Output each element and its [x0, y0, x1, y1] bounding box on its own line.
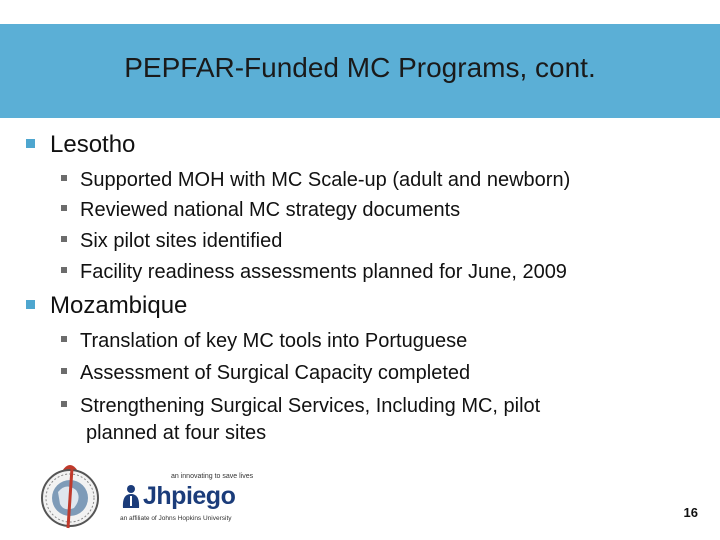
list-item: Six pilot sites identified [61, 228, 282, 254]
square-bullet-icon [61, 205, 67, 211]
circular-globe-emblem-icon [36, 462, 104, 532]
square-bullet-icon [61, 236, 67, 242]
list-item: Reviewed national MC strategy documents [61, 197, 460, 223]
list-item-continuation: planned at four sites [86, 422, 267, 444]
jhpiego-tagline: an innovating to save lives [171, 473, 254, 480]
page-number: 16 [683, 505, 698, 520]
list-item: Facility readiness assessments planned for June, 2009 [61, 259, 567, 285]
square-bullet-icon [26, 300, 35, 309]
square-bullet-icon [61, 336, 67, 342]
list-item: Strengthening Surgical Services, Including MC, pilot [61, 393, 540, 419]
slide-title: PEPFAR-Funded MC Programs, cont. [124, 52, 596, 83]
square-bullet-icon [61, 401, 67, 407]
square-bullet-icon [61, 368, 67, 374]
square-bullet-icon [61, 267, 67, 273]
section-heading-lesotho: Lesotho [26, 130, 135, 160]
jhpiego-figure-icon [120, 484, 142, 510]
list-item: Translation of key MC tools into Portuguese [61, 328, 467, 354]
jhpiego-affiliation: an affiliate of Johns Hopkins University [120, 515, 232, 522]
jhpiego-logo-text: Jhpiego [143, 482, 236, 510]
list-item: Assessment of Surgical Capacity completed [61, 360, 470, 386]
list-item: Supported MOH with MC Scale-up (adult and newborn) [61, 167, 570, 193]
square-bullet-icon [61, 175, 67, 181]
square-bullet-icon [26, 139, 35, 148]
section-heading-mozambique: Mozambique [26, 291, 187, 321]
